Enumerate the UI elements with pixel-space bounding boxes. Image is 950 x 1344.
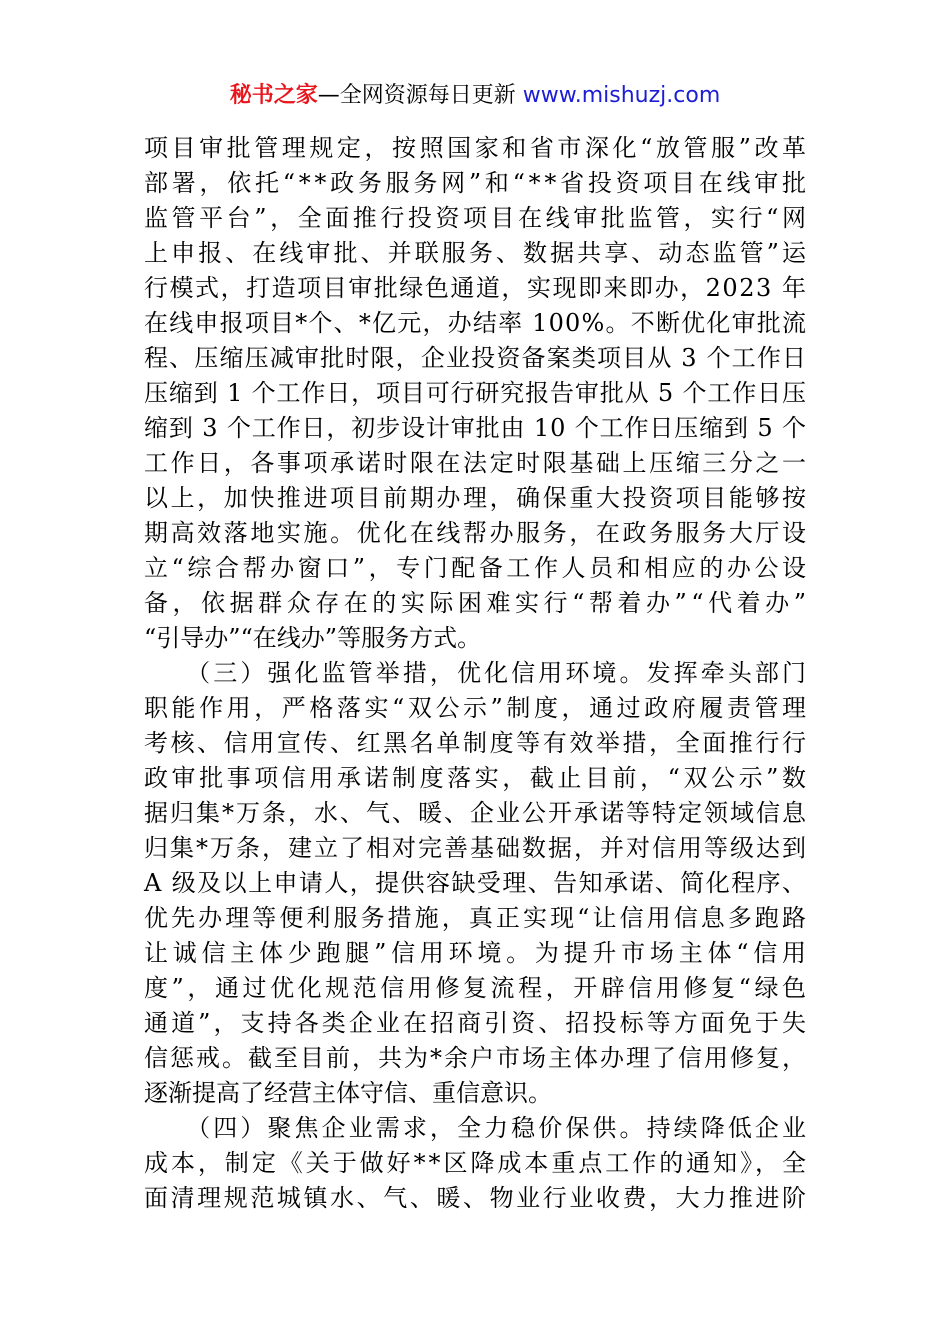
text-line: 项目审批管理规定，按照国家和省市深化“放管服”改革 [144,134,810,162]
text-line: （三）强化监管举措，优化信用环境。发挥牵头部门 [144,659,810,687]
text-line: 工作日，各事项承诺时限在法定时限基础上压缩三分之一 [144,449,809,477]
document-body [144,131,811,1216]
text-line: 让诚信主体少跑腿”信用环境。为提升市场主体“信用 [144,939,811,967]
text-line: 部署，依托“**政务服务网”和“**省投资项目在线审批 [144,169,810,197]
text-line: A 级及以上申请人，提供容缺受理、告知承诺、简化程序、 [144,869,808,897]
text-line: 以上，加快推进项目前期办理，确保重大投资项目能够按 [144,484,809,512]
text-line: 立“综合帮办窗口”，专门配备工作人员和相应的办公设 [144,554,810,582]
text-line: 度”，通过优化规范信用修复流程，开辟信用修复“绿色 [144,974,810,1002]
text-line: 上申报、在线审批、并联服务、数据共享、动态监管”运 [144,239,810,267]
text-line: 据归集*万条，水、气、暖、企业公开承诺等特定领域信息 [144,799,808,827]
text-line: 归集*万条，建立了相对完善基础数据，并对信用等级达到 [144,834,808,862]
site-url-link[interactable]: www.mishuzj.com [522,83,721,108]
text-line: 期高效落地实施。优化在线帮办服务，在政务服务大厅设 [144,519,809,547]
text-line: 程、压缩压减审批时限，企业投资备案类项目从 3 个工作日 [144,344,808,372]
text-line: 面清理规范城镇水、气、暖、物业行业收费，大力推进阶 [144,1184,809,1212]
text-line: 缩到 3 个工作日，初步设计审批由 10 个工作日压缩到 5 个 [144,414,807,442]
text-line: 职能作用，严格落实“双公示”制度，通过政府履责管理 [144,694,810,722]
text-line: 政审批事项信用承诺制度落实，截止目前，“双公示”数 [144,764,810,792]
text-line: 成本，制定《关于做好**区降成本重点工作的通知》，全 [144,1149,809,1177]
text-line: 在线申报项目*个、*亿元，办结率 100%。不断优化审批流 [144,309,808,337]
text-line: 监管平台”，全面推行投资项目在线审批监管，实行“网 [144,204,810,232]
header-tagline: —全网资源每日更新 [317,83,523,108]
text-line: 考核、信用宣传、红黑名单制度等有效举措，全面推行行 [144,729,809,757]
text-line: 优先办理等便利服务措施，真正实现“让信用信息多跑路 [144,904,810,932]
text-line: 信惩戒。截至目前，共为*余户市场主体办理了信用修复， [144,1044,808,1072]
text-line: （四）聚焦企业需求，全力稳价保供。持续降低企业 [144,1114,810,1142]
text-line: 压缩到 1 个工作日，项目可行研究报告审批从 5 个工作日压 [144,379,807,407]
brand-name: 秘书之家 [229,83,318,108]
text-line: 逐渐提高了经营主体守信、重信意识。 [144,1079,552,1107]
text-line: “引导办”“在线办”等服务方式。 [144,624,482,652]
text-line: 行模式，打造项目审批绿色通道，实现即来即办，2023 年 [144,274,808,302]
text-line: 通道”，支持各类企业在招商引资、招投标等方面免于失 [144,1009,810,1037]
text-line: 备，依据群众存在的实际困难实行“帮着办”“代着办” [144,589,811,617]
site-header [0,80,950,112]
